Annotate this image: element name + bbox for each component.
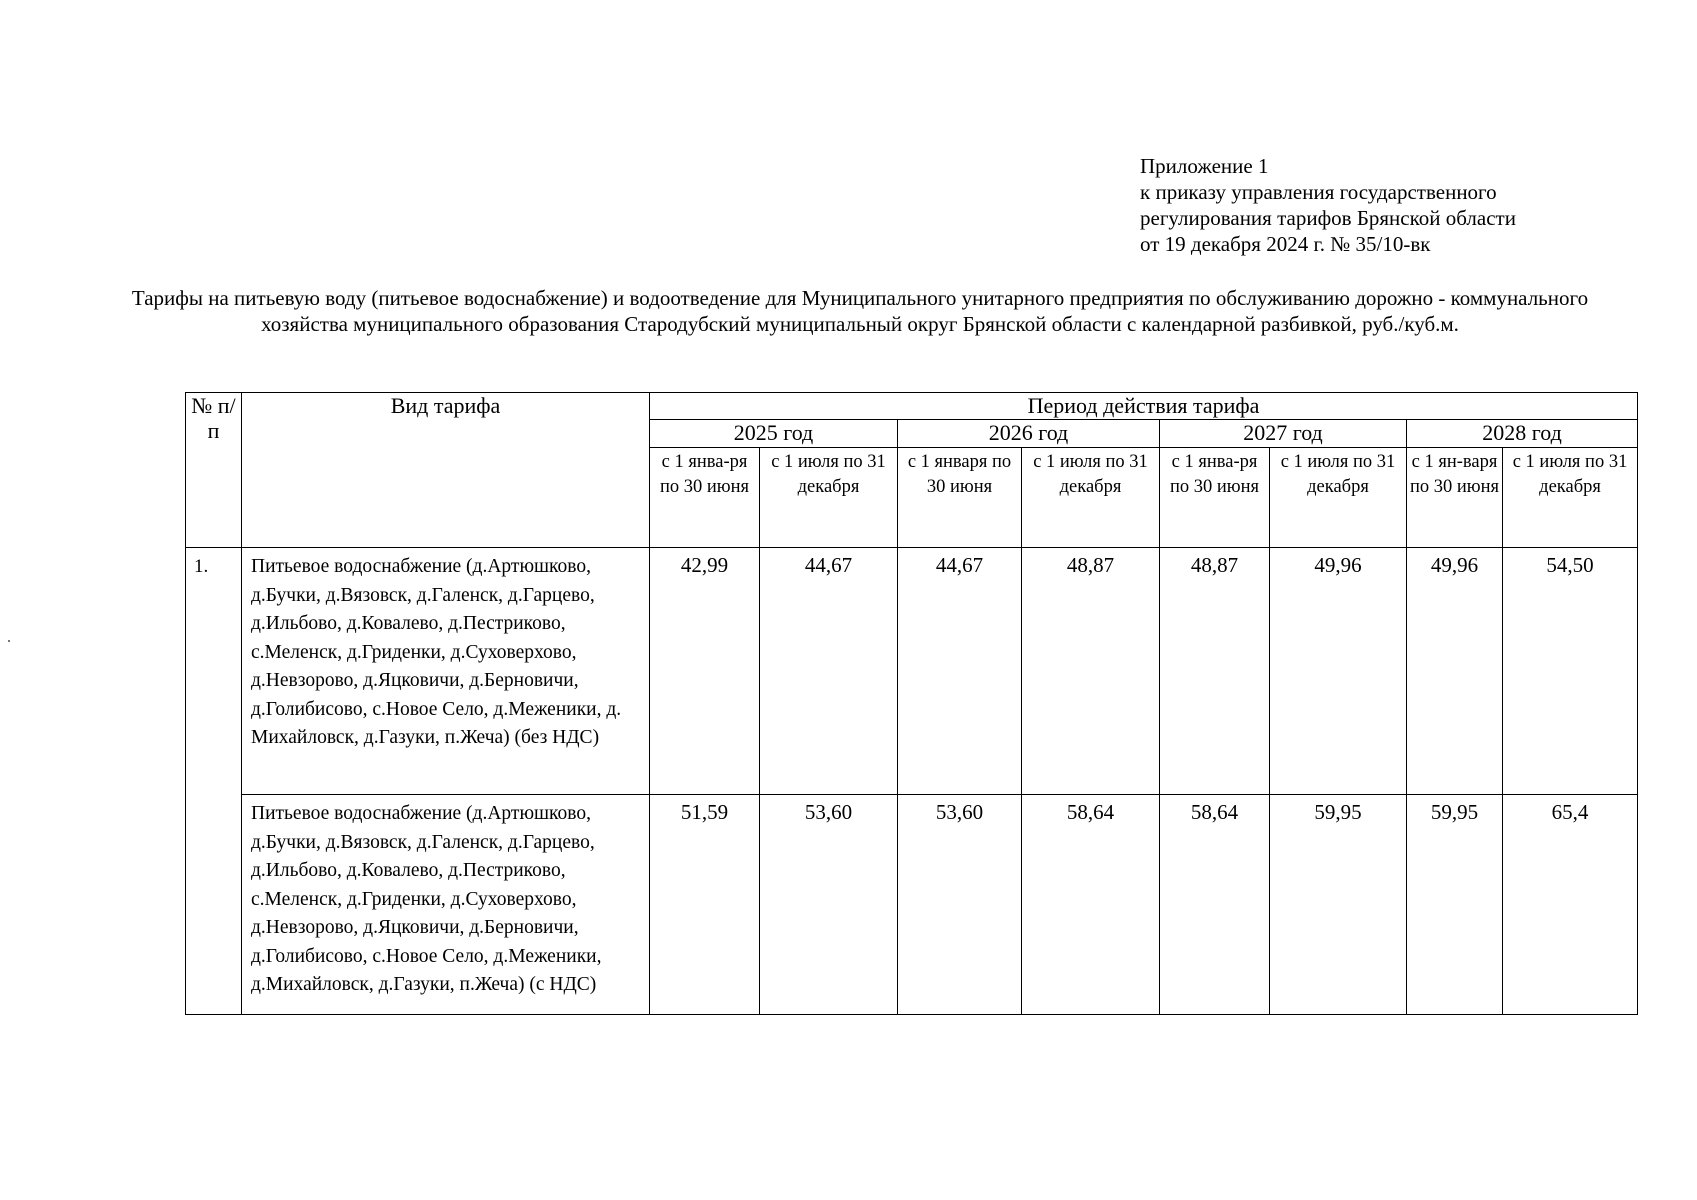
header-period: Период действия тарифа	[650, 393, 1638, 420]
header-period-2026-h2: с 1 июля по 31 декабря	[1022, 448, 1160, 548]
tariff-value: 48,87	[1160, 548, 1270, 795]
tariff-description: Питьевое водоснабжение (д.Артюшково, д.Бучки, д.Вязовск, д.Галенск, д.Гарцево, д.Ильбово, д.Ковалево, д.Пестриково, с.Меленск, д.Гриденки, д.Суховерхово, д.Невзорово, д.Яцковичи, д.Берновичи, д.Голибисово, с.Новое Село, д.Меженики, д. Михайловск, д.Газуки, п.Жеча) (без НДС)	[242, 548, 650, 795]
appendix-line-2: к приказу управления государственного	[1140, 180, 1497, 204]
tariff-value: 54,50	[1503, 548, 1638, 795]
header-year-2027: 2027 год	[1160, 420, 1407, 448]
tariff-value: 42,99	[650, 548, 760, 795]
tariff-value: 59,95	[1270, 795, 1407, 1015]
header-year-2028: 2028 год	[1407, 420, 1638, 448]
appendix-line-1: Приложение 1	[1140, 154, 1269, 178]
tariff-value: 48,87	[1022, 548, 1160, 795]
header-tariff-type: Вид тарифа	[242, 393, 650, 548]
appendix-line-3: регулирования тарифов Брянской области	[1140, 206, 1516, 230]
header-period-2027-h2: с 1 июля по 31 декабря	[1270, 448, 1407, 548]
header-period-2025-h1: с 1 янва-ря по 30 июня	[650, 448, 760, 548]
tariff-table	[185, 392, 1638, 1015]
header-period-2027-h1: с 1 янва-ря по 30 июня	[1160, 448, 1270, 548]
header-number: № п/п	[186, 393, 242, 548]
table-row	[186, 795, 1638, 1015]
header-year-2026: 2026 год	[898, 420, 1160, 448]
header-period-2028-h1: с 1 ян-варя по 30 июня	[1407, 448, 1503, 548]
table-row	[186, 548, 1638, 795]
tariff-value: 49,96	[1270, 548, 1407, 795]
header-period-2028-h2: с 1 июля по 31 декабря	[1503, 448, 1638, 548]
tariff-value: 53,60	[898, 795, 1022, 1015]
tariff-value: 65,4	[1503, 795, 1638, 1015]
tariff-value: 49,96	[1407, 548, 1503, 795]
document-title: Тарифы на питьевую воду (питьевое водоснабжение) и водоотведение для Муниципального унитарного предприятия по обслуживанию дорожно - коммунального хозяйства муниципального образования Стародубский муниципальный округ Брянской области с календарной разбивкой, руб./куб.м.	[131, 286, 1589, 336]
appendix-line-4: от 19 декабря 2024 г. № 35/10-вк	[1140, 232, 1431, 256]
tariff-value: 58,64	[1022, 795, 1160, 1015]
header-period-2026-h1: с 1 января по 30 июня	[898, 448, 1022, 548]
tariff-value: 51,59	[650, 795, 760, 1015]
tariff-description: Питьевое водоснабжение (д.Артюшково, д.Бучки, д.Вязовск, д.Галенск, д.Гарцево, д.Ильбово, д.Ковалево, д.Пестриково, с.Меленск, д.Гриденки, д.Суховерхово, д.Невзорово, д.Яцковичи, д.Берновичи, д.Голибисово, с.Новое Село, д.Меженики, д.Михайловск, д.Газуки, п.Жеча) (с НДС)	[242, 795, 650, 1015]
tariff-value: 44,67	[898, 548, 1022, 795]
tariff-value: 53,60	[760, 795, 898, 1015]
tariff-value: 44,67	[760, 548, 898, 795]
scan-speck	[8, 640, 10, 642]
appendix-block	[1140, 153, 1516, 257]
header-year-2025: 2025 год	[650, 420, 898, 448]
row-number: 1.	[186, 548, 242, 1015]
tariff-value: 59,95	[1407, 795, 1503, 1015]
header-period-2025-h2: с 1 июля по 31 декабря	[760, 448, 898, 548]
tariff-value: 58,64	[1160, 795, 1270, 1015]
